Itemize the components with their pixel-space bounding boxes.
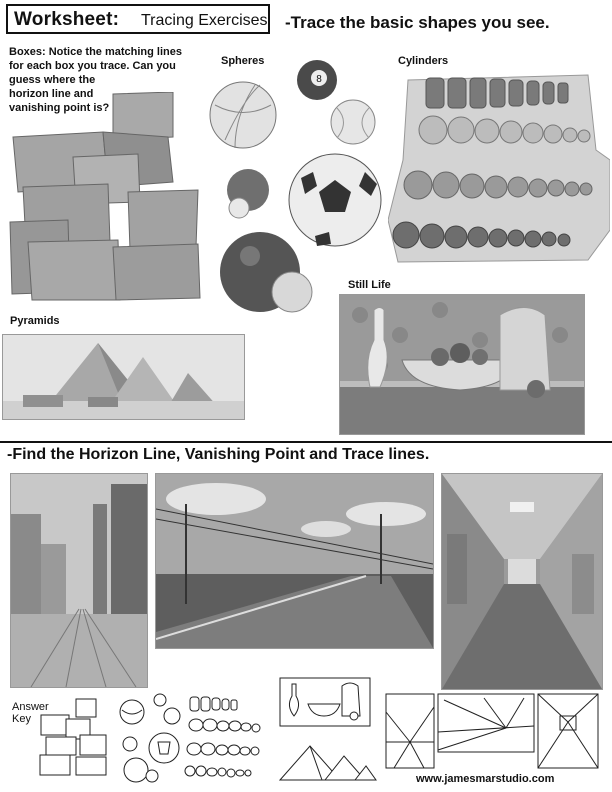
section2-instruction: -Find the Horizon Line, Vanishing Point and Trace lines. [7,446,430,463]
answer-still-life-sketch [278,676,372,728]
title-rest: Tracing Exercises [141,12,268,29]
pyramids-label: Pyramids [10,315,60,327]
answer-key-label: Answer Key [12,701,49,725]
footer-website: www.jamesmarstudio.com [416,773,555,785]
cylinders-image [388,70,610,270]
boxes-image [8,92,202,302]
eight-ball-number: 8 [316,74,322,85]
title-bold: Worksheet: [14,9,120,30]
boxes-description: Boxes: Notice the matching lines for each box you trace. Can you guess where the horizon line and vanishing point is? [9,46,182,114]
answer-perspective-sketch [384,692,600,772]
city-street-image [10,473,148,688]
spheres-image [205,60,385,315]
cylinders-label: Cylinders [398,55,449,67]
still-life-image [339,294,585,435]
top-instruction: -Trace the basic shapes you see. [285,13,550,32]
answer-boxes-sketch [36,697,112,779]
road-image [155,473,434,649]
spheres-label: Spheres [221,55,265,67]
still-life-label: Still Life [348,279,391,291]
pyramids-image [2,334,245,420]
worksheet-title [6,4,270,34]
hallway-image [441,473,603,690]
answer-cylinders-sketch [180,693,275,785]
section-divider [0,441,612,443]
answer-pyramids-sketch [270,740,378,784]
